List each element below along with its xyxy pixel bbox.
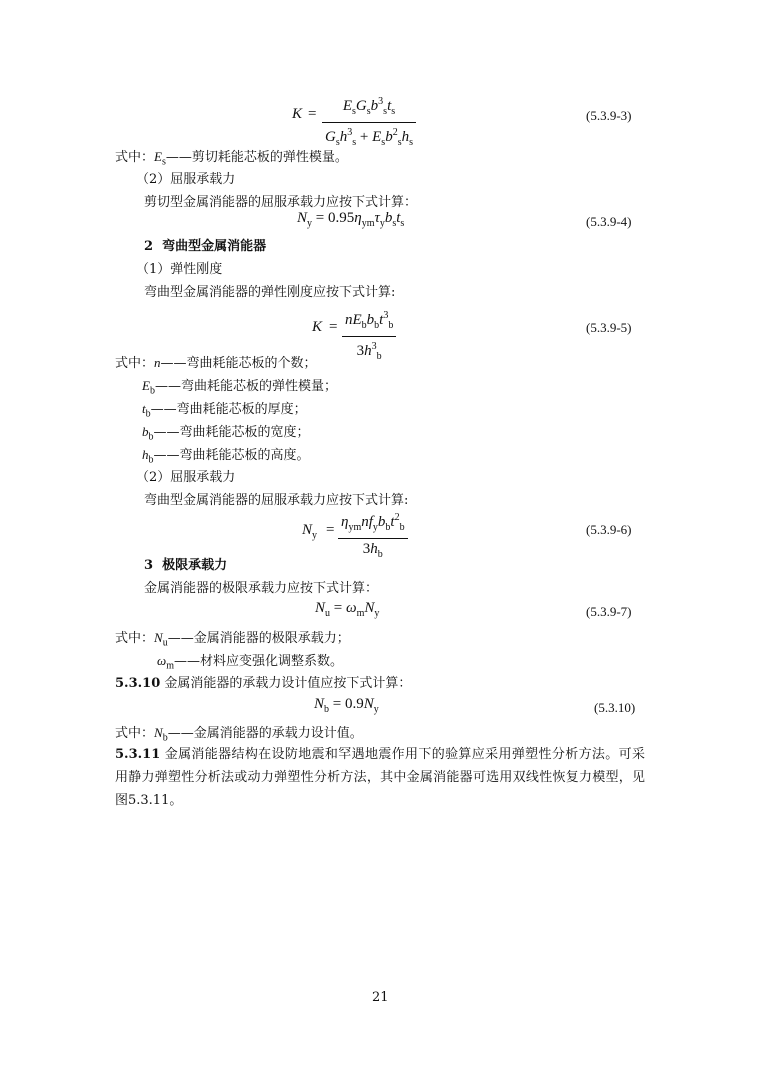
- equation-number: (5.3.9-4): [586, 214, 632, 229]
- where-item-es: 式中：$E_s——$剪切耗能芯板的弹性模量。: [115, 149, 348, 168]
- subheading: （2）屈服承载力: [136, 172, 236, 187]
- equation-5-3-9-7: $N_u = \omega_mN_y$: [315, 600, 380, 619]
- where-item-nb: 式中：$N_b——$金属消能器的承载力设计值。: [115, 725, 363, 744]
- section-heading: 3 极限承载力: [144, 558, 228, 573]
- equation-number: (5.3.9-6): [586, 522, 632, 537]
- clause-5-3-11: 5.3.11 金属消能器结构在设防地震和罕遇地震作用下的验算应采用弹塑性分析方法。可采用静力弹塑性分析法或动力弹塑性分析方法，其中金属消能器可选用双线性恢复力模型，见图5.3.11。: [115, 747, 645, 808]
- clause-5-3-10: 5.3.10 金属消能器的承载力设计值应按下式计算：: [115, 676, 412, 691]
- equation-number: (5.3.9-3): [586, 108, 632, 123]
- page-number: 21: [372, 990, 389, 1005]
- paragraph: 弯曲型金属消能器的屈服承载力应按下式计算:: [144, 493, 409, 508]
- subheading: （1）弹性刚度: [136, 262, 223, 277]
- where-item-n: 式中：n——弯曲耗能芯板的个数；: [115, 355, 317, 371]
- paragraph: 金属消能器的极限承载力应按下式计算：: [144, 581, 379, 596]
- where-item-eb: $E_b——$弯曲耗能芯板的弹性模量；: [142, 378, 337, 397]
- equation-number: (5.3.10): [594, 700, 636, 715]
- equation-5-3-10: $N_b = 0.9N_y$: [314, 696, 379, 715]
- equation-number: (5.3.9-7): [586, 604, 632, 619]
- where-item-tb: $t_b——$弯曲耗能芯板的厚度；: [142, 401, 307, 420]
- paragraph: 弯曲型金属消能器的弹性刚度应按下式计算:: [144, 285, 396, 300]
- section-heading: 2 弯曲型金属消能器: [144, 239, 267, 254]
- where-item-nu: 式中：$N_u——$金属消能器的极限承载力；: [115, 630, 350, 649]
- where-item-wm: $\omega_m——$材料应变强化调整系数。: [157, 653, 343, 672]
- subheading: （2）屈服承载力: [136, 470, 236, 485]
- where-item-bb: $b_b——$弯曲耗能芯板的宽度；: [142, 424, 310, 443]
- paragraph: 剪切型金属消能器的屈服承载力应按下式计算：: [144, 195, 418, 210]
- equation-number: (5.3.9-5): [586, 320, 632, 335]
- equation-5-3-9-4: $N_y = 0.95\eta_{ym}\tau_yb_st_s$: [297, 210, 405, 229]
- where-item-hb: $h_b——$弯曲耗能芯板的高度。: [142, 447, 310, 466]
